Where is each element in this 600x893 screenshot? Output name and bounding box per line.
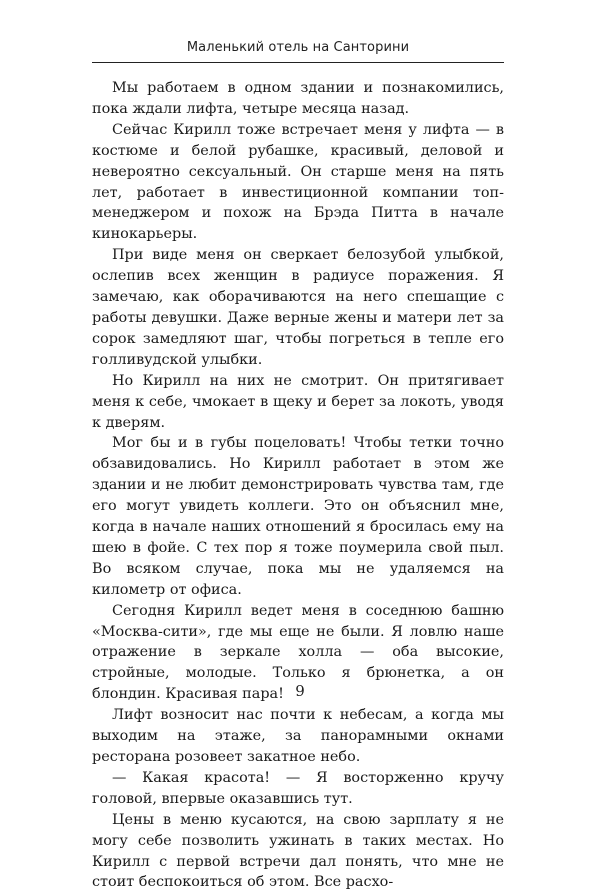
paragraph: Сейчас Кирилл тоже встречает меня у лифта — в костюме и белой рубашке, красивый, деловой и невероятно сексуальный. Он старше меня на пять лет, работает в инвестиционной компании топ-менеджером и похож на Брэда Питта в начале кинокарьеры. [92, 121, 504, 243]
paragraph: Но Кирилл на них не смотрит. Он притягивает меня к себе, чмокает в щеку и берет за локоть, уводя к дверям. [92, 372, 504, 431]
paragraph: — Какая красота! — Я восторженно кручу головой, впервые оказавшись тут. [92, 769, 504, 807]
paragraph: Цены в меню кусаются, на свою зарплату я не могу себе позволить ужинать в таких местах. Но Кирилл с первой встречи дал понять, что мне не стоит беспокоиться об этом. Все расхо- [92, 811, 504, 891]
header-rule [92, 62, 504, 63]
paragraph: При виде меня он сверкает белозубой улыбкой, ослепив всех женщин в радиусе поражения. Я замечаю, как оборачиваются на него спешащие с работы девушки. Даже верные жены и матери лет за сорок замедляют шаг, чтобы погреться в тепле его голливудской улыбки. [92, 247, 504, 368]
page-number: 9 [295, 682, 305, 700]
body-text [92, 78, 504, 893]
paragraph: Мы работаем в одном здании и познакомились, пока ждали лифта, четыре месяца назад. [92, 80, 504, 117]
paragraph: Мог бы и в губы поцеловать! Чтобы тетки точно обзавидовались. Но Кирилл работает в этом же здании и не любит демонстрировать чувства там, где его могут увидеть коллеги. Это он объяснил мне, когда в начале наших отношений я бросилась ему на шею в фойе. С тех пор я тоже поумерила свой пыл. Во всяком случае, пока мы не удаляемся на километр от офиса. [92, 435, 504, 598]
paragraph: Лифт возносит нас почти к небесам, а когда мы выходим на этаже, за панорамными окнами ресторана розовеет закатное небо. [92, 707, 504, 765]
running-header: Маленький отель на Санторини [186, 40, 410, 55]
paragraph: Сегодня Кирилл ведет меня в соседнюю башню «Москва-сити», где мы еще не были. Я ловлю наше отражение в зеркале холла — оба высокие, стройные, молодые. Только я брюнетка, а он блондин. Красивая пара! [92, 602, 504, 703]
